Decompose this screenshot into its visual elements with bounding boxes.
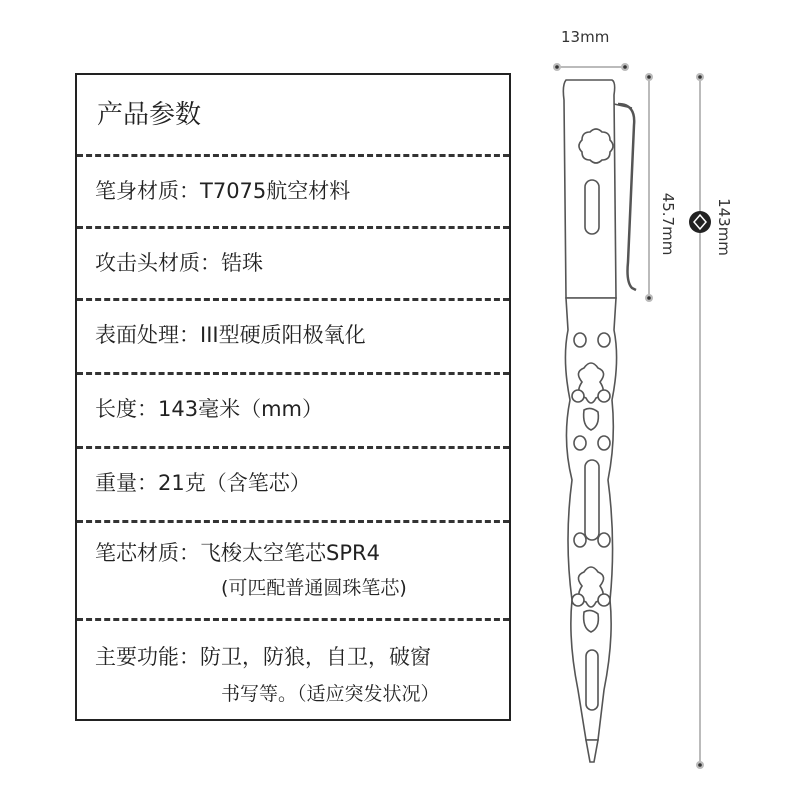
spec-row — [77, 375, 509, 449]
spec-refill-note: (可匹配普通圆珠笔芯) — [221, 577, 407, 599]
total-length-label: 143mm — [715, 198, 733, 256]
spec-table — [75, 73, 511, 721]
width-dimension — [553, 63, 629, 71]
spec-head-material: 攻击头材质：锆珠 — [95, 251, 263, 275]
spec-title-row — [77, 75, 509, 157]
spec-weight: 重量：21克（含笔芯） — [95, 471, 311, 495]
spec-row — [77, 449, 509, 523]
spec-row — [77, 523, 509, 621]
width-label: 13mm — [561, 28, 610, 46]
spec-length: 长度：143毫米（mm） — [95, 397, 323, 421]
spec-title: 产品参数 — [97, 100, 202, 130]
clip-length-dimension — [645, 73, 653, 302]
spec-row — [77, 157, 509, 229]
total-length-dimension — [689, 73, 711, 769]
spec-surface: 表面处理：III型硬质阳极氧化 — [95, 323, 366, 347]
clip-length-label: 45.7mm — [659, 192, 677, 256]
pen-illustration — [563, 80, 636, 762]
spec-material: 笔身材质：T7075航空材料 — [95, 179, 351, 203]
spec-refill: 笔芯材质：飞梭太空笔芯SPR4 — [95, 541, 380, 565]
spec-row — [77, 621, 509, 721]
spec-function-cont: 书写等。（适应突发状况） — [221, 683, 440, 705]
spec-function: 主要功能：防卫，防狼，自卫，破窗 — [95, 645, 431, 669]
spec-row — [77, 229, 509, 301]
spec-row — [77, 301, 509, 375]
